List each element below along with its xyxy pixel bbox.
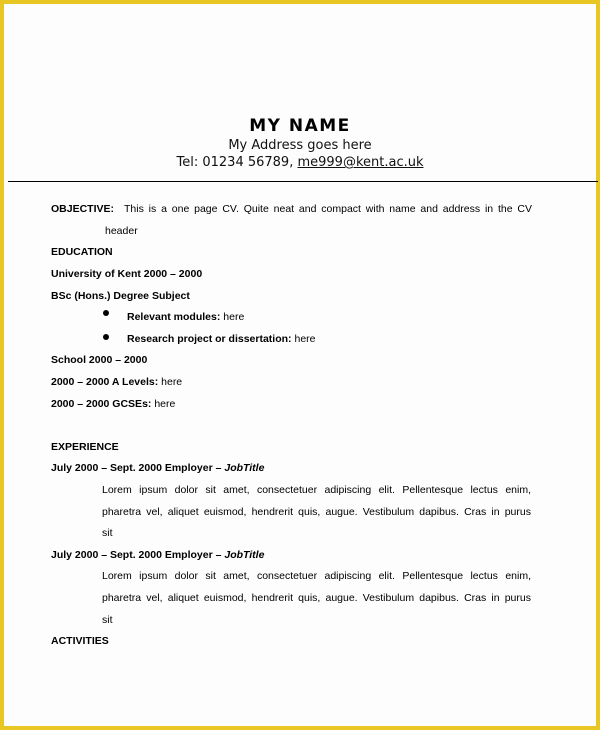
modules-label: Relevant modules: [127, 311, 221, 323]
objective-text-line1: This is a one page CV. Quite neat and compact with name and address in the CV [124, 203, 532, 215]
school-line: School 2000 – 2000 [51, 354, 148, 366]
job-title: JobTitle [224, 462, 265, 474]
research-label: Research project or dissertation: [127, 333, 292, 345]
gcses-line [51, 398, 175, 410]
cv-contact [4, 155, 596, 170]
a-levels-label: 2000 – 2000 A Levels: [51, 376, 159, 388]
a-levels-value: here [158, 376, 183, 388]
objective-label: OBJECTIVE: [51, 203, 115, 215]
modules-value: here [220, 311, 245, 323]
job-heading [51, 462, 264, 474]
activities-heading: ACTIVITIES [51, 635, 109, 647]
cv-address: My Address goes here [228, 138, 372, 153]
job-desc-line: sit [102, 614, 113, 626]
degree-line: BSc (Hons.) Degree Subject [51, 290, 190, 302]
university-line: University of Kent 2000 – 2000 [51, 268, 203, 280]
objective-text-line2: header [105, 225, 138, 237]
job-desc-line: pharetra vel, aliquet euismod, hendrerit quis, augue. Vestibulum dapibus. Cras in purus [102, 506, 531, 518]
job-dates-employer: July 2000 – Sept. 2000 Employer – [51, 462, 225, 474]
experience-heading: EXPERIENCE [51, 441, 119, 453]
bullet-icon [103, 310, 109, 316]
job-desc-line: sit [102, 527, 113, 539]
education-heading: EDUCATION [51, 246, 113, 258]
a-levels-line [51, 376, 182, 388]
list-item-research [127, 333, 316, 345]
job-dates-employer: July 2000 – Sept. 2000 Employer – [51, 549, 225, 561]
gcses-label: 2000 – 2000 GCSEs: [51, 398, 152, 410]
objective-row [51, 203, 114, 215]
research-value: here [291, 333, 316, 345]
job-title: JobTitle [224, 549, 265, 561]
cv-name: MY NAME [249, 116, 351, 136]
job-desc-line: Lorem ipsum dolor sit amet, consectetuer adipiscing elit. Pellentesque lectus enim, [102, 484, 531, 496]
bullet-icon [103, 334, 109, 340]
header-divider [8, 181, 598, 182]
job-desc-line: Lorem ipsum dolor sit amet, consectetuer adipiscing elit. Pellentesque lectus enim, [102, 570, 531, 582]
job-desc-line: pharetra vel, aliquet euismod, hendrerit quis, augue. Vestibulum dapibus. Cras in purus [102, 592, 531, 604]
job-heading [51, 549, 264, 561]
email-link[interactable]: me999@kent.ac.uk [297, 155, 424, 170]
cv-page [4, 4, 596, 726]
list-item-modules [127, 311, 244, 323]
telephone-text: Tel: 01234 56789, [176, 155, 298, 170]
gcses-value: here [151, 398, 176, 410]
